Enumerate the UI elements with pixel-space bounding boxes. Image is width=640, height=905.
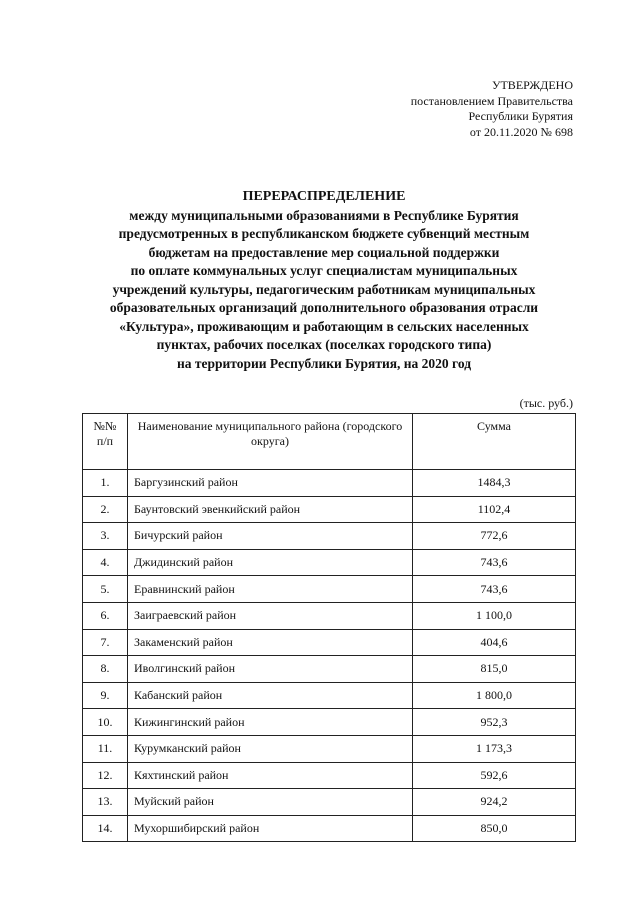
row-district-name: Курумканский район (128, 735, 413, 762)
approval-heading: УТВЕРЖДЕНО (491, 78, 573, 92)
row-number: 4. (83, 549, 128, 576)
header-number: №№ п/п (83, 414, 128, 470)
title-line: «Культура», проживающим и работающим в сельских населенных (119, 318, 529, 334)
row-number: 3. (83, 523, 128, 550)
row-sum: 772,6 (413, 523, 576, 550)
row-number: 12. (83, 762, 128, 789)
row-district-name: Кижингинский район (128, 709, 413, 736)
row-district-name: Кяхтинский район (128, 762, 413, 789)
row-sum: 1 173,3 (413, 735, 576, 762)
title-line: по оплате коммунальных услуг специалистам муниципальных (130, 263, 518, 278)
table-row (83, 789, 576, 816)
title-line: между муниципальными образованиями в Республике Бурятия (129, 207, 519, 223)
row-number: 7. (83, 629, 128, 656)
row-sum: 743,6 (413, 576, 576, 603)
distribution-table (82, 413, 576, 842)
table-row (83, 709, 576, 736)
row-sum: 815,0 (413, 656, 576, 683)
title-line: пунктах, рабочих поселках (поселках городского типа) (156, 337, 492, 352)
row-district-name: Баргузинский район (128, 470, 413, 497)
row-sum: 1102,4 (413, 496, 576, 523)
table-row (83, 496, 576, 523)
row-district-name: Закаменский район (128, 629, 413, 656)
document-title (60, 188, 588, 373)
table-row (83, 576, 576, 603)
row-number: 9. (83, 682, 128, 709)
table-row (83, 815, 576, 842)
row-number: 2. (83, 496, 128, 523)
table-row (83, 470, 576, 497)
row-number: 11. (83, 735, 128, 762)
row-sum: 592,6 (413, 762, 576, 789)
row-sum: 952,3 (413, 709, 576, 736)
row-district-name: Баунтовский эвенкийский район (128, 496, 413, 523)
approval-stamp (411, 78, 573, 140)
row-number: 6. (83, 602, 128, 629)
row-number: 1. (83, 470, 128, 497)
row-district-name: Джидинский район (128, 549, 413, 576)
row-district-name: Муйский район (128, 789, 413, 816)
table-row (83, 762, 576, 789)
table-row (83, 656, 576, 683)
title-line: бюджетам на предоставление мер социальной поддержки (148, 244, 500, 260)
row-sum: 924,2 (413, 789, 576, 816)
header-sum: Сумма (413, 414, 576, 470)
row-number: 13. (83, 789, 128, 816)
row-sum: 743,6 (413, 549, 576, 576)
row-district-name: Еравнинский район (128, 576, 413, 603)
title-line: образовательных организаций дополнительного образования отрасли (109, 300, 539, 315)
approval-resolution: постановлением Правительства (410, 93, 573, 108)
row-district-name: Иволгинский район (128, 656, 413, 683)
row-number: 14. (83, 815, 128, 842)
row-district-name: Заиграевский район (128, 602, 413, 629)
title-heading: ПЕРЕРАСПРЕДЕЛЕНИЕ (242, 189, 406, 204)
table-row (83, 602, 576, 629)
row-number: 8. (83, 656, 128, 683)
row-sum: 1 800,0 (413, 682, 576, 709)
table-row (83, 735, 576, 762)
title-line: учреждений культуры, педагогическим работникам муниципальных (112, 281, 536, 297)
row-sum: 850,0 (413, 815, 576, 842)
table-row (83, 682, 576, 709)
row-number: 5. (83, 576, 128, 603)
unit-label: (тыс. руб.) (519, 396, 573, 410)
approval-republic: Республики Бурятия (468, 109, 573, 123)
table-row (83, 629, 576, 656)
row-district-name: Кабанский район (128, 682, 413, 709)
row-sum: 1484,3 (413, 470, 576, 497)
row-sum: 1 100,0 (413, 602, 576, 629)
approval-date-number: от 20.11.2020 № 698 (469, 124, 573, 139)
row-district-name: Бичурский район (128, 523, 413, 550)
table-row (83, 549, 576, 576)
title-line: на территории Республики Бурятия, на 2020 год (176, 355, 472, 371)
row-sum: 404,6 (413, 629, 576, 656)
row-district-name: Мухоршибирский район (128, 815, 413, 842)
header-district-name: Наименование муниципального района (городского округа) (128, 414, 413, 470)
table-header-row (83, 414, 576, 470)
title-line: предусмотренных в республиканском бюджете субвенций местным (118, 226, 530, 241)
row-number: 10. (83, 709, 128, 736)
table-row (83, 523, 576, 550)
